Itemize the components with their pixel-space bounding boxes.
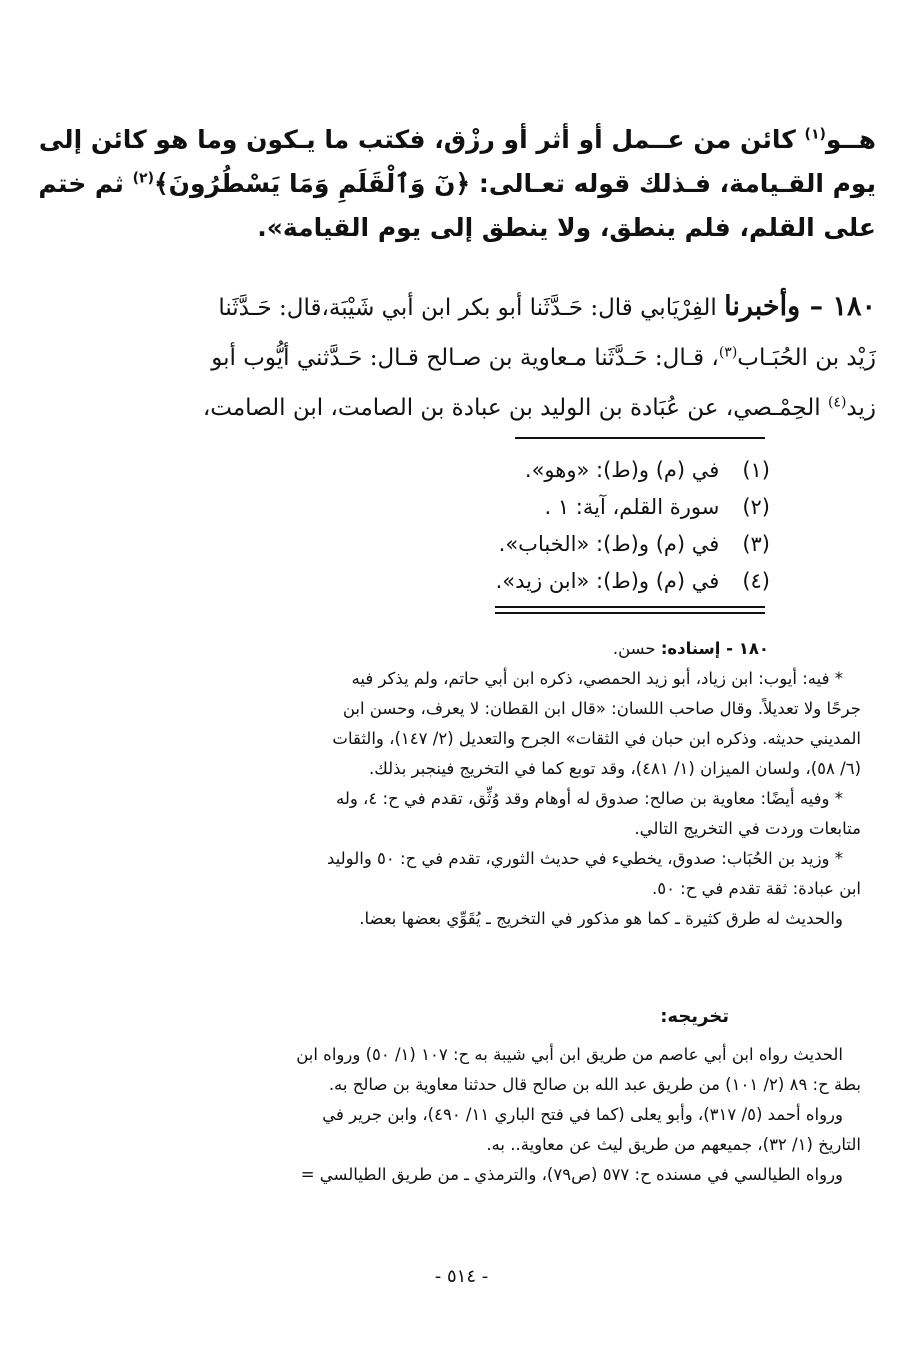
- bold-line-3: على القلم، فلم ينطق، ولا ينطق إلى يوم القيامة».: [257, 213, 876, 242]
- isnad-value: حسن.: [612, 639, 661, 658]
- footnote-text: في (م) و(ط): «ابن زيد».: [495, 569, 720, 593]
- text-run: يوم القـيامة، فـذلك قوله تعـالى: ﴿نٓ وَٱلْقَلَمِ وَمَا يَسْطُرُونَ﴾: [154, 169, 876, 198]
- footnote-text: في (م) و(ط): «وهو».: [524, 458, 720, 482]
- takhrij-line: التاريخ (١/ ٣٢)، جميعهم من طريق ليث عن معاوية.. به.: [486, 1135, 861, 1154]
- footnote-item: [300, 452, 770, 489]
- commentary-line: متابعات وردت في التخريج التالي.: [634, 819, 861, 838]
- takhrij-line: الحديث رواه ابن أبي عاصم من طريق ابن أبي شيبة به ح: ١٠٧ (١/ ٥٠) ورواه ابن: [296, 1045, 843, 1064]
- footnotes-list: [300, 452, 770, 600]
- hadith-number: ١٨٠: [832, 291, 876, 322]
- text-run: ، قـال: حَـدَّثَنا مـعاوية بن صـالح قـال: حَـدَّثني أيُّوب أبو: [211, 345, 719, 371]
- commentary-line: جرحًا ولا تعديلاً. وقال صاحب اللسان: «قال ابن القطان: لا يعرف، وحسن ابن: [342, 699, 861, 718]
- takhrij-block: [64, 1040, 861, 1190]
- akhbarana-word: وأخبرنا: [724, 291, 801, 322]
- isnad-line: [64, 634, 861, 664]
- footnote-marker-4: (٤): [827, 394, 847, 411]
- narration-line-2: [58, 333, 876, 383]
- footnote-end-rule: [495, 606, 765, 608]
- footnote-text: في (م) و(ط): «الخباب».: [498, 532, 720, 556]
- commentary-line: (٦/ ٥٨)، ولسان الميزان (١/ ٤٨١)، وقد توبع كما في التخريج فينجبر بذلك.: [368, 759, 861, 778]
- isnad-label: ١٨٠ - إسناده:: [660, 639, 769, 658]
- commentary-line: المديني حديثه. وذكره ابن حبان في الثقات» الجرح والتعديل (٢/ ١٤٧)، والثقات: [332, 729, 861, 748]
- footnote-end-rule: [495, 612, 765, 614]
- narration-line-3: [58, 383, 876, 433]
- takhrij-line: ورواه أحمد (٥/ ٣١٧)، وأبو يعلى (كما في فتح الباري ١١/ ٤٩٠)، وابن جرير في: [322, 1105, 843, 1124]
- takhrij-line: بطة ح: ٨٩ (٢/ ١٠١) من طريق عبد الله بن صالح قال حدثنا معاوية بن صالح به.: [328, 1075, 861, 1094]
- footnote-number: (٢): [742, 495, 770, 519]
- commentary-line: * وزيد بن الحُبَاب: صدوق، يخطيء في حديث الثوري، تقدم في ح: ٥٠ والوليد: [327, 849, 843, 868]
- footnote-number: (٤): [742, 569, 770, 593]
- footnote-marker-1: (١): [804, 126, 826, 143]
- bold-line-1: [38, 118, 876, 162]
- footnote-marker-2: (٢): [132, 170, 154, 187]
- text-run: الحِمْـصي، عن عُبَادة بن الوليد بن عبادة بن الصامت، ابن الصامت،: [202, 395, 828, 421]
- footnote-item: [300, 563, 770, 600]
- footnote-item: [300, 489, 770, 526]
- commentary-line: * فيه: أيوب: ابن زياد، أبو زيد الحمصي، ذكره ابن أبي حاتم، ولم يذكر فيه: [351, 669, 843, 688]
- text-run: الفِرْيَابي قال: حَـدَّثَنا أبو بكر ابن أبي شَيْبَة،قال: حَـدَّثَنا: [218, 295, 725, 321]
- bold-line-2: [38, 162, 876, 206]
- footnote-text: سورة القلم، آية: ١ .: [544, 495, 720, 519]
- narration-line-1: [58, 282, 876, 333]
- takhrij-line: ورواه الطيالسي في مسنده ح: ٥٧٧ (ص٧٩)، والترمذي ـ من طريق الطيالسي =: [300, 1165, 843, 1184]
- commentary-line: ابن عبادة: ثقة تقدم في ح: ٥٠.: [651, 879, 861, 898]
- text-run: زيد: [846, 395, 876, 421]
- bold-paragraph: [38, 118, 876, 250]
- text-run: ثم ختم: [38, 169, 133, 198]
- footnote-number: (١): [742, 458, 770, 482]
- footnote-item: [300, 526, 770, 563]
- commentary-line: * وفيه أيضًا: معاوية بن صالح: صدوق له أوهام وقد وُثِّق، تقدم في ح: ٤، وله: [335, 789, 843, 808]
- takhrij-heading: تخريجه:: [660, 1006, 729, 1027]
- narration-paragraph: [58, 282, 876, 433]
- text-run: كائن من عــمل أو أثر أو رزْق، فكتب ما يـكون وما هو كائن إلى: [38, 125, 805, 154]
- commentary-block: [64, 634, 861, 934]
- footnote-marker-3: (٣): [718, 344, 738, 361]
- footnote-separator: [515, 437, 765, 439]
- hadith-dash: –: [800, 291, 833, 322]
- page-number: - ٥١٤ -: [434, 1266, 489, 1287]
- footnote-number: (٣): [742, 532, 770, 556]
- commentary-line: والحديث له طرق كثيرة ـ كما هو مذكور في التخريج ـ يُقَوِّي بعضها بعضا.: [359, 909, 843, 928]
- text-run: زَيْد بن الحُبَـاب: [737, 345, 876, 371]
- text-run: هــو: [825, 125, 876, 154]
